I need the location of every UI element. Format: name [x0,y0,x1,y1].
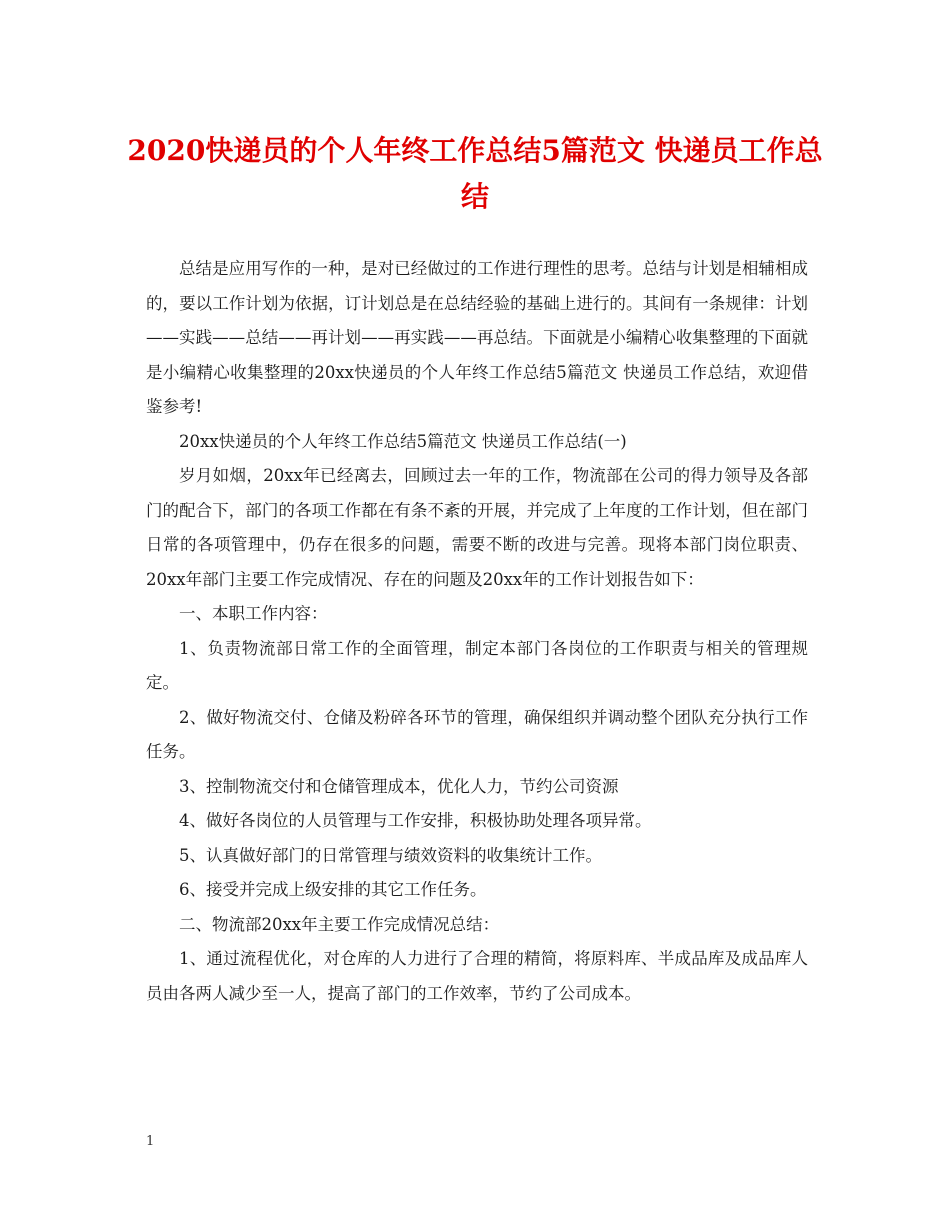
subheading-summary: 二、物流部20xx年主要工作完成情况总结： [179,914,500,934]
body-paragraph: 岁月如烟，20xx年已经离去，回顾过去一年的工作，物流部在公司的得力领导及各部门的配合下，部门的各项工作都在有条不紊的开展，并完成了上年度的工作计划，但在部门日常的各项管理中，仍存在很多的问题，需要不断的改进与完善。现将本部门岗位职责、20xx年部门主要工作完成情况、存在的问题及20xx年的工作计划报告如下： [146,466,808,589]
list-item: 3、控制物流交付和仓储管理成本，优化人力，节约公司资源 [179,776,619,796]
section-heading-1: 20xx快递员的个人年终工作总结5篇范文 快递员工作总结(一) [179,431,627,451]
list-item: 4、做好各岗位的人员管理与工作安排，积极协助处理各项异常。 [179,811,652,830]
page-number: 1 [146,1134,155,1149]
list-item: 1、负责物流部日常工作的全面管理，制定本部门各岗位的工作职责与相关的管理规定。 [146,638,808,692]
list-item: 1、通过流程优化，对仓库的人力进行了合理的精简，将原料库、半成品库及成品库人员由各两人减少至一人，提高了部门的工作效率，节约了公司成本。 [146,949,808,1003]
document-body [146,252,808,1011]
list-item: 5、认真做好部门的日常管理与绩效资料的收集统计工作。 [179,845,602,865]
intro-paragraph: 总结是应用写作的一种，是对已经做过的工作进行理性的思考。总结与计划是相辅相成的，要以工作计划为依据，订计划总是在总结经验的基础上进行的。其间有一条规律：计划——实践——总结——再计划——再实践——再总结。下面就是小编精心收集整理的下面就是小编精心收集整理的20xx快递员的个人年终工作总结5篇范文 快递员工作总结，欢迎借鉴参考! [146,259,808,416]
subheading-duties: 一、本职工作内容： [179,604,328,623]
list-item: 2、做好物流交付、仓储及粉碎各环节的管理，确保组织并调动整个团队充分执行工作任务。 [146,707,808,761]
document-title: 2020快递员的个人年终工作总结5篇范文 快递员工作总结 [127,134,823,213]
list-item: 6、接受并完成上级安排的其它工作任务。 [179,880,487,899]
